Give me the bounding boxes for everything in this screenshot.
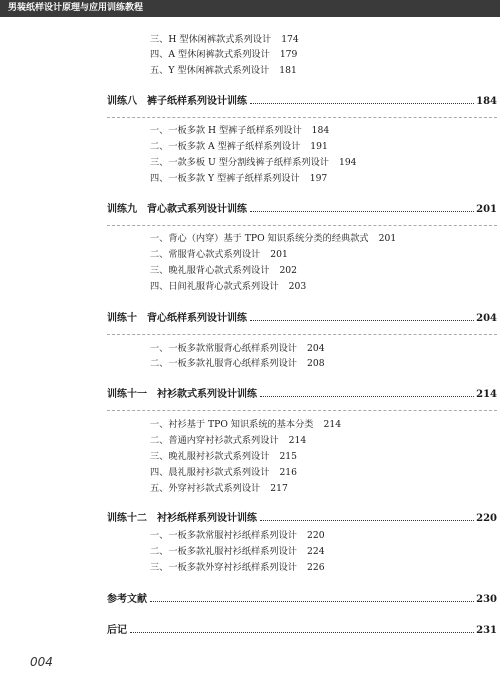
subsection-title: 二、一板多款礼服背心纸样系列设计	[150, 358, 297, 369]
section-title: 后记	[107, 625, 127, 636]
toc-section-entry[interactable]	[107, 624, 497, 638]
section-title: 训练十二 衬衫纸样系列设计训练	[107, 513, 257, 524]
toc-subsection-entry[interactable]	[150, 172, 327, 186]
section-page-number: 220	[476, 513, 497, 524]
toc-section-entry[interactable]	[107, 593, 497, 607]
subsection-title: 一、衬衫基于 TPO 知识系统的基本分类	[150, 419, 314, 430]
toc-subsection-entry[interactable]	[150, 482, 288, 496]
subsection-page-number: 215	[279, 451, 297, 462]
subsection-page-number: 201	[378, 233, 397, 244]
subsection-page-number: 194	[338, 157, 357, 168]
page-number: 004	[30, 655, 53, 669]
dot-leader	[260, 396, 474, 397]
toc-subsection-entry[interactable]	[150, 529, 325, 543]
running-header: 男装纸样设计原理与应用训练教程	[0, 0, 500, 17]
toc-subsection-entry[interactable]	[150, 156, 357, 170]
toc-subsection-entry[interactable]	[150, 280, 306, 294]
toc-section-entry[interactable]	[107, 512, 497, 526]
toc-subsection-entry[interactable]	[150, 545, 325, 559]
toc-subsection-entry[interactable]	[150, 466, 297, 480]
subsection-title: 二、普通内穿衬衫款式系列设计	[150, 435, 279, 446]
dot-leader	[260, 520, 474, 521]
subsection-page-number: 203	[288, 281, 307, 292]
subsection-title: 一、一板多款 H 型裤子纸样系列设计	[150, 125, 302, 136]
subsection-page-number: 184	[311, 125, 330, 136]
toc-subsection-entry[interactable]	[150, 124, 329, 138]
subsection-title: 五、Y 型休闲裤款式系列设计	[150, 65, 270, 76]
toc-subsection-entry[interactable]	[150, 232, 396, 246]
section-title: 参考文献	[107, 594, 147, 605]
section-page-number: 204	[476, 313, 497, 324]
subsection-page-number: 214	[323, 419, 342, 430]
toc-subsection-entry[interactable]	[150, 248, 288, 262]
subsection-page-number: 217	[270, 483, 288, 494]
dot-leader	[250, 211, 474, 212]
toc-subsection-entry[interactable]	[150, 561, 325, 575]
subsection-page-number: 224	[307, 546, 325, 557]
subsection-page-number: 220	[307, 530, 325, 541]
subsection-title: 一、背心（内穿）基于 TPO 知识系统分类的经典款式	[150, 233, 369, 244]
section-page-number: 231	[476, 625, 497, 636]
subsection-title: 四、一板多款 Y 型裤子纸样系列设计	[150, 173, 300, 184]
subsection-page-number: 214	[288, 435, 307, 446]
toc-subsection-entry[interactable]	[150, 418, 341, 432]
toc-subsection-entry[interactable]	[150, 450, 297, 464]
subsection-title: 三、晚礼服衬衫款式系列设计	[150, 451, 270, 462]
subsection-title: 四、晨礼服衬衫款式系列设计	[150, 467, 270, 478]
toc-subsection-entry[interactable]	[150, 434, 306, 448]
subsection-page-number: 204	[307, 343, 325, 354]
toc-subsection-entry[interactable]	[150, 140, 328, 154]
subsection-title: 一、一板多款常服背心纸样系列设计	[150, 343, 297, 354]
dot-leader	[150, 601, 474, 602]
section-title: 训练十一 衬衫款式系列设计训练	[107, 389, 257, 400]
subsection-title: 五、外穿衬衫款式系列设计	[150, 483, 261, 494]
subsection-title: 三、一板多款外穿衬衫纸样系列设计	[150, 562, 297, 573]
toc-subsection-entry[interactable]	[150, 342, 325, 356]
dot-leader	[250, 103, 474, 104]
section-divider	[107, 334, 497, 335]
subsection-page-number: 197	[309, 173, 328, 184]
toc-subsection-entry[interactable]	[150, 64, 297, 78]
subsection-page-number: 174	[281, 34, 299, 45]
dot-leader	[250, 320, 474, 321]
toc-subsection-entry[interactable]	[150, 264, 297, 278]
subsection-page-number: 226	[307, 562, 325, 573]
section-divider	[107, 225, 497, 226]
toc-subsection-entry[interactable]	[150, 357, 325, 371]
section-page-number: 201	[476, 204, 497, 215]
section-title: 训练九 背心款式系列设计训练	[107, 204, 247, 215]
subsection-title: 二、一板多款礼服衬衫纸样系列设计	[150, 546, 297, 557]
dot-leader	[130, 632, 474, 633]
section-page-number: 214	[476, 389, 497, 400]
subsection-page-number: 202	[279, 265, 297, 276]
subsection-title: 二、一板多款 A 型裤子纸样系列设计	[150, 141, 301, 152]
section-page-number: 230	[476, 594, 497, 605]
toc-section-entry[interactable]	[107, 312, 497, 326]
section-divider	[107, 410, 497, 411]
toc-section-entry[interactable]	[107, 388, 497, 402]
subsection-page-number: 179	[279, 49, 298, 60]
subsection-title: 二、常服背心款式系列设计	[150, 249, 261, 260]
subsection-page-number: 181	[279, 65, 297, 76]
subsection-page-number: 208	[307, 358, 325, 369]
section-title: 训练八 裤子纸样系列设计训练	[107, 96, 247, 107]
subsection-title: 一、一板多款常服衬衫纸样系列设计	[150, 530, 297, 541]
section-divider	[107, 117, 497, 118]
subsection-page-number: 191	[310, 141, 328, 152]
subsection-title: 三、晚礼服背心款式系列设计	[150, 265, 270, 276]
section-page-number: 184	[476, 96, 497, 107]
subsection-title: 三、H 型休闲裤款式系列设计	[150, 34, 272, 45]
toc-section-entry[interactable]	[107, 95, 497, 109]
toc-subsection-entry[interactable]	[150, 33, 299, 47]
subsection-title: 三、一款多板 U 型分割线裤子纸样系列设计	[150, 157, 329, 168]
section-title: 训练十 背心纸样系列设计训练	[107, 313, 247, 324]
subsection-title: 四、日间礼服背心款式系列设计	[150, 281, 279, 292]
subsection-page-number: 216	[279, 467, 297, 478]
subsection-title: 四、A 型休闲裤款式系列设计	[150, 49, 270, 60]
toc-section-entry[interactable]	[107, 203, 497, 217]
toc-subsection-entry[interactable]	[150, 48, 297, 62]
subsection-page-number: 201	[270, 249, 288, 260]
